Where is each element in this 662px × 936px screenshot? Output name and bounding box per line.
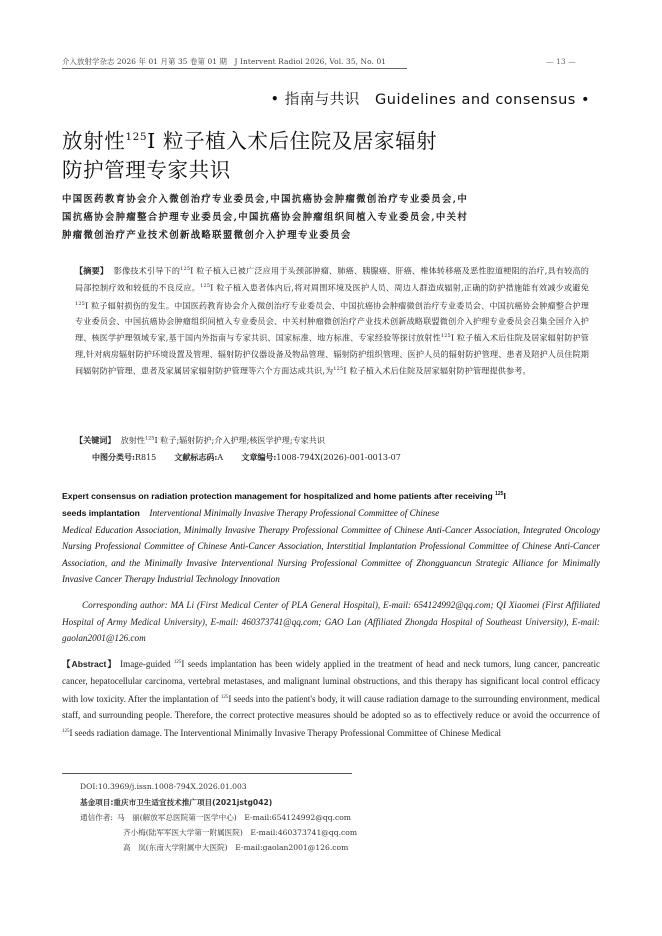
corr-author: 马 丽(解放军总医院第一医学中心) E-mail:654124992@qq.com [116, 813, 351, 822]
corresponding-authors: Corresponding author: MA Li (First Medical Center of PLA General Hospital), E-mail: 654124992@qq.com; QI Xiaomei (First Affiliated Hospital of Army Medical University), E-mail: 460373741@qq.com; GAO Lan (Affiliated Zhongda Hospital of Southeast University), E-mail: gaolan2001@126.com [62, 600, 600, 643]
abstract-text: I 粒子植入患者体内后,将对周围环境及医护人员、周边人群造成辐射,正确的防护措施能有效减少或避免 [210, 282, 589, 293]
section-label [271, 88, 590, 109]
abstract-text: I seeds into the patient's body, it will cause radiation damage to the surrounding environment, medical staff, and surrounding people. Therefore, the correct protective measures should be adopted so as to effectively reduce or avoid the occurrence of [62, 693, 600, 721]
english-title-line-2 [62, 505, 600, 522]
section-label-zh: • 指南与共识 [270, 92, 360, 108]
keywords-text: 放射性 [120, 435, 145, 445]
page-number: — 13 — [546, 57, 576, 66]
abstract-text: Image-guided [116, 659, 174, 670]
abstract-text: I 粒子植入术后住院及居家辐射防护管理提供参考。 [343, 366, 531, 376]
author-line: 肿瘤微创治疗产业技术创新战略联盟微创介入护理专业委员会 [62, 230, 352, 241]
article-number-label: 文章编号: [241, 452, 277, 462]
english-organizations: Medical Education Association, Minimally Invasive Therapy Professional Committee of Chinese Anti-Cancer Association, Integrated Oncology Nursing Professional Committee of Chinese Anti-Cancer Association, Interstitial Implantation Professional Committee of Chinese Anti-Cancer Association, and the Minimally Invasive Interventional Nursing Professional Committee of Zhongguancun Strategic Alliance for Minimally Invasive Cancer Therapy Industrial Technology Innovation [62, 524, 600, 585]
doc-code-value: A [217, 453, 224, 462]
superscript: 125 [75, 300, 85, 307]
english-title [62, 486, 600, 588]
clc-label: 中图分类号: [92, 452, 135, 462]
title-line-1 [62, 123, 437, 156]
abstract-text: I seeds implantation has been widely applied in the treatment of head and neck tumors, lung cancer, pancreatic cancer, hepatocellular carcinoma, vertebral metastases, and malignant luminal obstructions, and this therapy has significant local control efficacy with low toxicity. After the implantation of [62, 659, 601, 704]
abstract-tag: 【Abstract】 [62, 659, 117, 670]
abstract-text: I seeds radiation damage. The Interventional Minimally Invasive Therapy Professional Committee of Chinese Medical [69, 728, 501, 739]
keywords [75, 435, 325, 446]
superscript: 125 [495, 491, 504, 497]
article-title [62, 123, 437, 185]
english-title-text: seeds implantation [62, 507, 140, 518]
author-organizations [62, 191, 602, 245]
doi: DOI:10.3969/j.issn.1008-794X.2026.01.003 [80, 782, 247, 791]
superscript: 125 [62, 729, 70, 735]
keywords-text: I 粒子;辐射防护;介入护理;核医学护理;专家共识 [154, 435, 325, 445]
english-title-text: I [503, 490, 506, 501]
footnote-rule [62, 773, 352, 774]
title-line-2: 防护管理专家共识 [62, 157, 231, 182]
abstract-text: I 粒子植入术后住院及居家辐射防护管理,针对病房辐射防护环境设置及管理、辐射防护仪器设备及物品管理、辐射防护组织管理、医护人员的辐射防护管理、患者及陪护人员住院期间辐射防护管理、患者及家属居家辐射防护管理等六个方面达成共识,为 [75, 333, 589, 376]
english-organizations: Interventional Minimally Invasive Therapy Professional Committee of Chinese [149, 507, 440, 518]
clc-value: R815 [134, 453, 157, 462]
fund-line [80, 797, 272, 808]
author-line: 中国医药教育协会介入微创治疗专业委员会,中国抗癌协会肿瘤微创治疗专业委员会,中 [62, 194, 469, 205]
doc-code-label: 文献标志码: [174, 452, 218, 462]
corr-line-1 [80, 812, 351, 823]
fund-value: 重庆市卫生适宜技术推广项目(2021jstg042) [113, 798, 273, 807]
running-header: 介入放射学杂志 2026 年 01 月第 35 卷第 01 期 J Intervent Radiol 2026, Vol. 35, No. 01 [62, 57, 387, 66]
title-text: I 粒子植入术后住院及居家辐射 [147, 128, 438, 153]
superscript: 125 [144, 435, 155, 442]
author-line: 国抗癌协会肿瘤整合护理专业委员会,中国抗癌协会肿瘤组织间植入专业委员会,中关村 [62, 212, 469, 223]
abstract-text: 影像技术引导下的 [113, 265, 181, 276]
superscript: 125 [200, 283, 211, 290]
superscript: 125 [180, 266, 191, 272]
superscript: 125 [173, 660, 182, 665]
superscript: 125 [440, 333, 451, 340]
abstract-tag: 【摘要】 [75, 265, 109, 276]
abstract-text: I 粒子辐射损伤的发生。中国医药教育协会介入微创治疗专业委员会、中国抗癌协会肿瘤微创治疗专业委员会、中国抗癌协会肿瘤整合护理专业委员会、中国抗癌协会肿瘤组织间植入专业委员会、中关村肿瘤微创治疗产业技术创新战略联盟微创介入护理专业委员会召集全国介入护理、核医学护理领域专家,基于国内外指南与专家共识、国家标准、地方标准、专家经验等探讨放射性 [75, 300, 589, 344]
abstract-text: I 粒子植入已被广泛应用于头颈部肿瘤、肺癌、胰腺癌、肝癌、椎体转移癌及恶性腔道梗阻的治疗,具有较高的局部控制疗效和较低的不良反应。 [75, 265, 589, 293]
section-label-en: Guidelines and consensus • [375, 92, 590, 108]
keywords-tag: 【关键词】 [75, 435, 116, 445]
chinese-abstract [75, 262, 589, 380]
corr-line-3: 高 岚(东南大学附属中大医院) E-mail:gaolan2001@126.com [123, 843, 349, 852]
corr-line-2: 齐小梅(陆军军医大学第一附属医院) E-mail:460373741@qq.com [123, 828, 358, 837]
english-abstract [62, 655, 600, 742]
superscript: 125 [333, 366, 344, 373]
fund-label: 基金项目: [80, 798, 114, 807]
title-text: 放射性 [62, 128, 126, 153]
title-superscript: 125 [125, 131, 148, 143]
header-rule [62, 68, 407, 69]
superscript: 125 [220, 694, 229, 700]
article-number-value: 1008-794X(2026)-001-0013-07 [276, 453, 401, 462]
classification-line [92, 452, 401, 463]
english-title-line-1 [62, 486, 600, 505]
corr-label: 通信作者: [80, 813, 113, 822]
english-title-text: Expert consensus on radiation protection management for hospitalized and home patients after receiving [62, 490, 496, 501]
